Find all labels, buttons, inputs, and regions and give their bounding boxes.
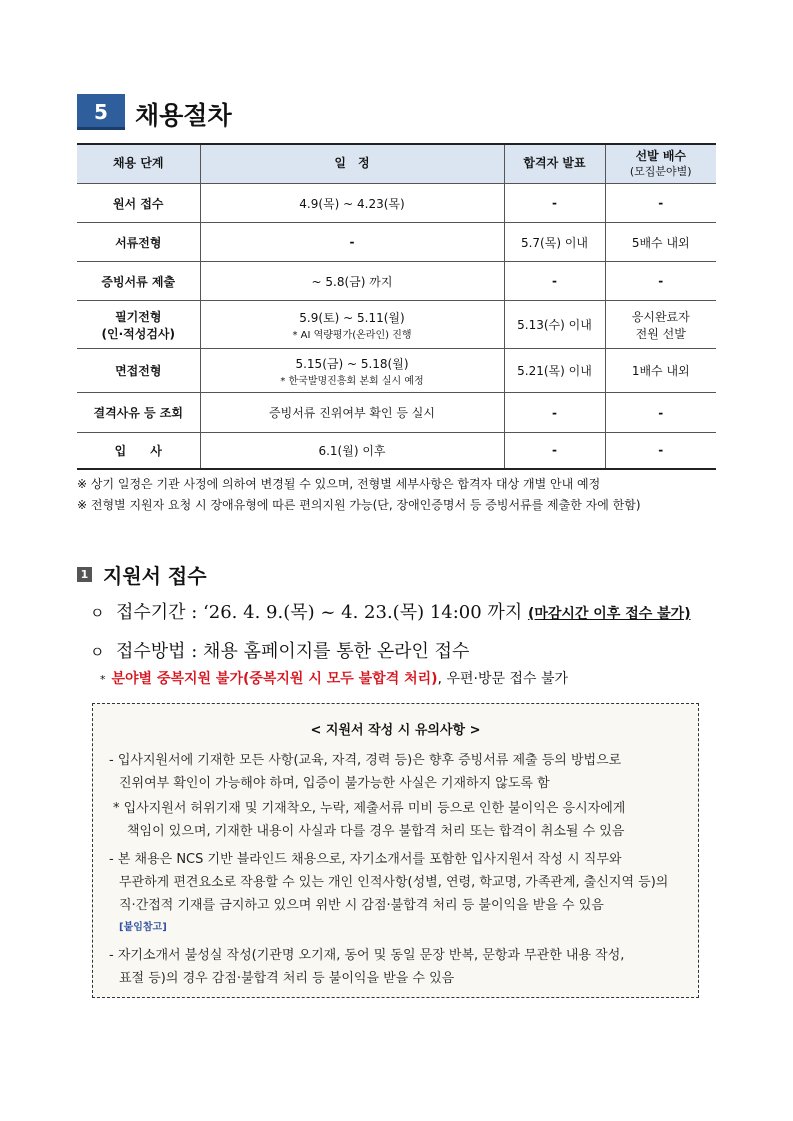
header-announce: 합격자 발표 xyxy=(504,144,605,184)
bullet-icon: ㅇ xyxy=(90,604,105,622)
ratio-cell xyxy=(605,301,716,349)
table-row xyxy=(77,223,716,262)
schedule-text: 5.9(토) ~ 5.11(월) xyxy=(299,310,405,325)
guide-line: 진위여부 확인이 가능해야 하며, 입증이 불가능한 사실은 기재하지 않도록 함 xyxy=(119,776,550,791)
duplicate-warning: 분야별 중복지원 불가(중복지원 시 모두 불합격 처리) xyxy=(111,671,438,687)
table-row xyxy=(77,184,716,223)
table-row xyxy=(77,262,716,301)
guide-line: 책임이 있으며, 기재한 내용이 사실과 다를 경우 불합격 처리 또는 합격이 취소될 수 있음 xyxy=(127,824,625,839)
period-text: 접수기간 : ‘26. 4. 9.(목) ~ 4. 23.(목) 14:00 까지 xyxy=(116,602,528,623)
table-row xyxy=(77,349,716,393)
schedule-cell: - xyxy=(200,223,504,262)
stage-cell: 결격사유 등 조회 xyxy=(77,393,200,433)
stage-cell: 입 사 xyxy=(77,433,200,469)
header-ratio-sub: (모집분야별) xyxy=(629,164,692,178)
header-stage: 채용 단계 xyxy=(77,144,200,184)
announce-cell: 5.13(수) 이내 xyxy=(504,301,605,349)
header-schedule: 일 정 xyxy=(200,144,504,184)
announce-cell: 5.21(목) 이내 xyxy=(504,349,605,393)
stage-sub: (인·적성검사) xyxy=(101,326,175,341)
guide-line: * 입사지원서 허위기재 및 기재착오, 누락, 제출서류 미비 등으로 인한 불이익은 응시자에게 xyxy=(113,801,626,816)
stage-label: 필기전형 xyxy=(115,309,162,324)
announce-cell: 5.7(목) 이내 xyxy=(504,223,605,262)
section-number-badge: 1 xyxy=(77,567,92,582)
table-row xyxy=(77,301,716,349)
stage-cell xyxy=(77,301,200,349)
schedule-cell: 4.9(목) ~ 4.23(목) xyxy=(200,184,504,223)
announce-cell: - xyxy=(504,393,605,433)
header-ratio-label: 선발 배수 xyxy=(635,149,687,164)
table-header-row xyxy=(77,144,716,184)
table-row xyxy=(77,433,716,469)
ratio-cell: 1배수 내외 xyxy=(605,349,716,393)
recruitment-process-table xyxy=(77,143,716,470)
stage-cell: 서류전형 xyxy=(77,223,200,262)
bullet-icon: ㅇ xyxy=(90,643,105,661)
ratio-cell: - xyxy=(605,393,716,433)
schedule-note: * AI 역량평가(온라인) 진행 xyxy=(292,329,412,341)
guide-line: 직·간접적 기재를 금지하고 있으며 위반 시 감점·불합격 처리 등 불이익을 받을 수 있음 xyxy=(119,898,604,913)
deadline-note: (마감시간 이후 접수 불가) xyxy=(527,606,691,622)
guide-line: 무관하게 편견요소로 작용할 수 있는 개인 인적사항(성별, 연령, 학교명, 가족관계, 출신지역 등)의 xyxy=(119,875,669,890)
guide-line: - 본 채용은 NCS 기반 블라인드 채용으로, 자기소개서를 포함한 입사지원서 작성 시 직무와 xyxy=(109,852,622,867)
schedule-note: * 한국발명진흥회 본회 실시 예정 xyxy=(280,375,424,387)
ratio-cell: - xyxy=(605,262,716,301)
section-title: 채용절차 xyxy=(135,101,232,130)
announce-cell: - xyxy=(504,184,605,223)
guide-paragraph xyxy=(109,944,624,990)
guide-paragraph xyxy=(109,749,621,795)
application-period xyxy=(90,598,691,624)
attachment-reference-link[interactable]: [붙임참고] xyxy=(119,922,167,933)
guide-paragraph xyxy=(113,797,625,843)
stage-cell: 면접전형 xyxy=(77,349,200,393)
note-line: ※ 상기 일정은 기관 사정에 의하여 변경될 수 있으며, 전형별 세부사항은 합격자 대상 개별 안내 예정 xyxy=(77,477,601,491)
method-text: 접수방법 : 채용 홈페이지를 통한 온라인 접수 xyxy=(116,641,470,662)
stage-cell: 원서 접수 xyxy=(77,184,200,223)
schedule-cell xyxy=(200,301,504,349)
stage-cell: 증빙서류 제출 xyxy=(77,262,200,301)
guide-line: - 입사지원서에 기재한 모든 사항(교육, 자격, 경력 등)은 향후 증빙서류 제출 등의 방법으로 xyxy=(109,753,622,768)
guide-line: 표절 등)의 경우 감점·불합격 처리 등 불이익을 받을 수 있음 xyxy=(119,971,455,986)
section-number-badge: 5 xyxy=(77,94,125,130)
schedule-cell: 증빙서류 진위여부 확인 등 실시 xyxy=(200,393,504,433)
note-star: * xyxy=(100,673,106,686)
schedule-cell: 6.1(월) 이후 xyxy=(200,433,504,469)
announce-cell: - xyxy=(504,433,605,469)
guide-paragraph xyxy=(109,848,668,917)
schedule-notes xyxy=(77,474,641,516)
ratio-text: 응시완료자 xyxy=(631,309,690,324)
duplicate-application-note xyxy=(100,668,568,688)
table-row xyxy=(77,393,716,433)
ratio-sub: 전원 선발 xyxy=(635,326,686,341)
ratio-cell: 5배수 내외 xyxy=(605,223,716,262)
announce-cell: - xyxy=(504,262,605,301)
note-rest: , 우편·방문 접수 불가 xyxy=(437,671,568,687)
guide-title: < 지원서 작성 시 유의사항 > xyxy=(310,723,481,738)
schedule-cell: ~ 5.8(금) 까지 xyxy=(200,262,504,301)
application-guide-box xyxy=(92,703,699,998)
note-line: ※ 전형별 지원자 요청 시 장애유형에 따른 편의지원 가능(단, 장애인증명서 등 증빙서류를 제출한 자에 한함) xyxy=(77,498,641,512)
header-ratio xyxy=(605,144,716,184)
section-title: 지원서 접수 xyxy=(103,564,207,588)
schedule-cell xyxy=(200,349,504,393)
ratio-cell: - xyxy=(605,184,716,223)
application-method xyxy=(90,637,469,663)
guide-line: - 자기소개서 불성실 작성(기관명 오기재, 동어 및 동일 문장 반복, 문항과 무관한 내용 작성, xyxy=(109,948,625,963)
ratio-cell: - xyxy=(605,433,716,469)
schedule-text: 5.15(금) ~ 5.18(월) xyxy=(295,356,409,371)
